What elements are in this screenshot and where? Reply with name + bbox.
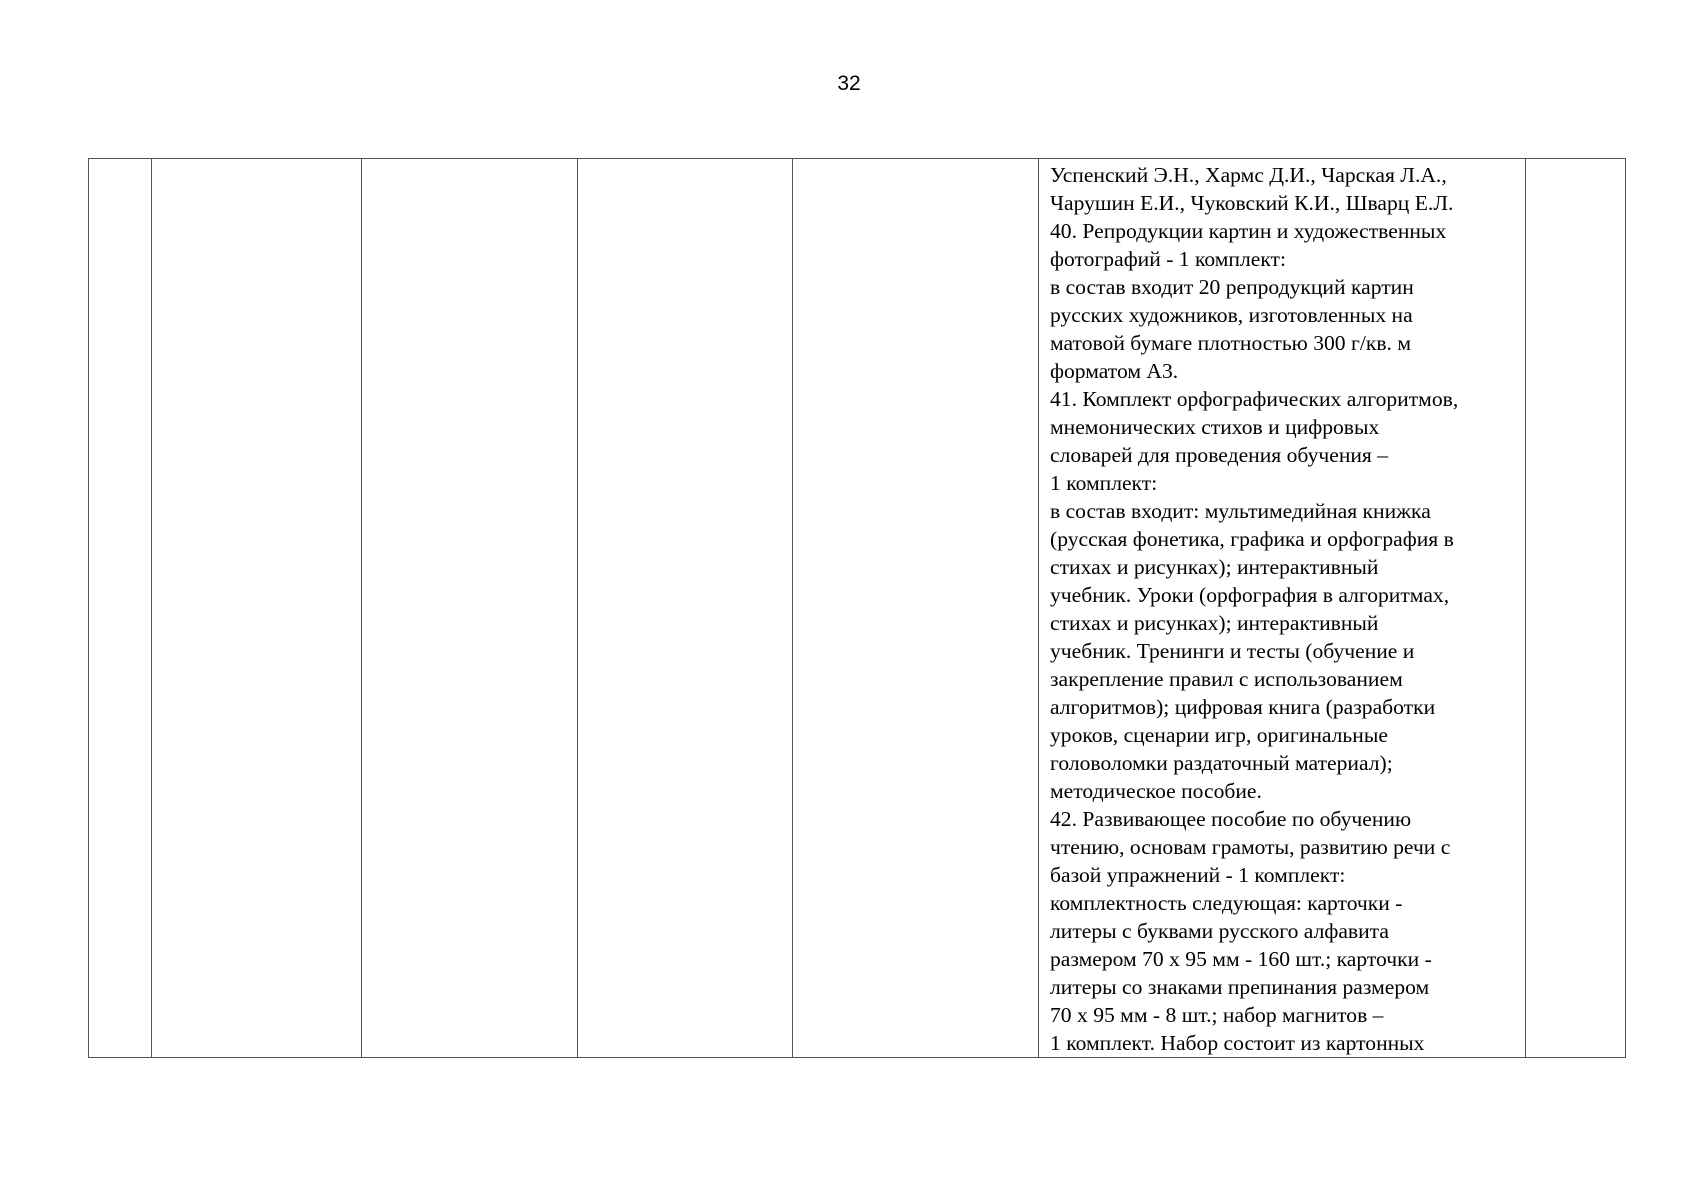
description-line: (русская фонетика, графика и орфография в xyxy=(1050,527,1454,551)
description-line: 41. Комплект орфографических алгоритмов, xyxy=(1050,387,1459,411)
description-line: в состав входит 20 репродукций картин xyxy=(1050,275,1414,299)
page-number: 32 xyxy=(837,72,861,95)
description-line: Чарушин Е.И., Чуковский К.И., Шварц Е.Л. xyxy=(1050,191,1454,215)
description-line: закрепление правил с использованием xyxy=(1050,667,1403,691)
description-line: уроков, сценарии игр, оригинальные xyxy=(1050,723,1388,747)
description-line: учебник. Уроки (орфография в алгоритмах, xyxy=(1050,583,1450,607)
table-cell-col-1 xyxy=(89,159,152,1058)
description-line: алгоритмов); цифровая книга (разработки xyxy=(1050,695,1436,719)
description-line: 1 комплект: xyxy=(1050,471,1158,495)
description-line: 1 комплект. Набор состоит из картонных xyxy=(1050,1031,1425,1055)
description-line: мнемонических стихов и цифровых xyxy=(1050,415,1380,439)
description-line: русских художников, изготовленных на xyxy=(1050,303,1413,327)
description-line: в состав входит: мультимедийная книжка xyxy=(1050,499,1431,523)
description-line: размером 70 х 95 мм - 160 шт.; карточки - xyxy=(1050,947,1432,971)
description-line: 70 х 95 мм - 8 шт.; набор магнитов – xyxy=(1050,1003,1384,1027)
description-line: литеры со знаками препинания размером xyxy=(1050,975,1430,999)
description-line: головоломки раздаточный материал); xyxy=(1050,751,1393,775)
equipment-table xyxy=(88,158,1626,1058)
description-line: стихах и рисунках); интерактивный xyxy=(1050,555,1379,579)
table-cell-col-7 xyxy=(1526,159,1626,1058)
table-cell-col-3 xyxy=(362,159,578,1058)
description-line: стихах и рисунках); интерактивный xyxy=(1050,611,1379,635)
table-cell-description xyxy=(1039,159,1526,1058)
description-line: форматом А3. xyxy=(1050,359,1179,383)
description-line: словарей для проведения обучения – xyxy=(1050,443,1389,467)
table-cell-col-2 xyxy=(152,159,362,1058)
description-line: литеры с буквами русского алфавита xyxy=(1050,919,1389,943)
description-line: комплектность следующая: карточки - xyxy=(1050,891,1403,915)
description-line: матовой бумаге плотностью 300 г/кв. м xyxy=(1050,331,1411,355)
table-cell-col-5 xyxy=(793,159,1039,1058)
description-line: фотографий - 1 комплект: xyxy=(1050,247,1286,271)
description-line: базой упражнений - 1 комплект: xyxy=(1050,863,1346,887)
description-line: чтению, основам грамоты, развитию речи с xyxy=(1050,835,1451,859)
description-line: методическое пособие. xyxy=(1050,779,1262,803)
table-cell-col-4 xyxy=(578,159,793,1058)
table-row xyxy=(89,159,1626,1058)
description-line: учебник. Тренинги и тесты (обучение и xyxy=(1050,639,1415,663)
description-line: 40. Репродукции картин и художественных xyxy=(1050,219,1447,243)
description-line: 42. Развивающее пособие по обучению xyxy=(1050,807,1412,831)
description-line: Успенский Э.Н., Хармс Д.И., Чарская Л.А., xyxy=(1050,163,1447,187)
